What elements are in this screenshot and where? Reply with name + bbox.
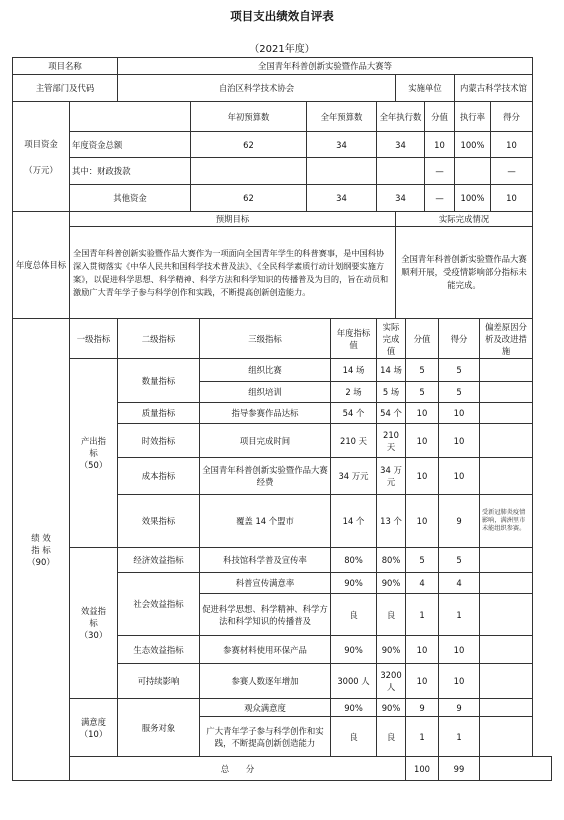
row9-reason: [480, 636, 533, 664]
funds-row-total-full: 34: [307, 132, 377, 158]
row5-reason: 受新冠肺炎疫情影响，满洲里市未能组织参赛。: [480, 495, 533, 548]
funds-label-line2: （万元）: [24, 164, 58, 175]
satisfaction-label-2: （10）: [79, 728, 108, 739]
l2-eco: 生态效益指标: [118, 636, 200, 664]
row10-target: 3000 人: [331, 664, 377, 699]
row0-got: 5: [439, 359, 480, 382]
row5-target: 14 个: [331, 495, 377, 548]
funds-row-total-score: 10: [425, 132, 455, 158]
col-level1: 一级指标: [70, 319, 118, 359]
row9-actual: 90%: [377, 636, 406, 664]
dept-label: 主管部门及代码: [13, 75, 118, 102]
row6-l3: 科技馆科学普及宣传率: [200, 548, 331, 573]
row7-target: 90%: [331, 573, 377, 594]
benefit-label-2: 标: [89, 618, 98, 628]
funds-row-fiscal-rate: [455, 158, 491, 185]
funds-row-total-exec: 34: [377, 132, 425, 158]
l2-social: 社会效益指标: [118, 573, 200, 636]
row10-reason: [480, 664, 533, 699]
col-ind-score: 分值: [406, 319, 439, 359]
col-level2: 二级指标: [118, 319, 200, 359]
row0-l3: 组织比赛: [200, 359, 331, 382]
output-label-3: （50）: [79, 460, 108, 470]
row5-l3: 覆盖 14 个盟市: [200, 495, 331, 548]
col-full-budget: 全年预算数: [307, 102, 377, 132]
row6-score: 5: [406, 548, 439, 573]
funds-row-fiscal-got: —: [491, 158, 533, 185]
l2-economic: 经济效益指标: [118, 548, 200, 573]
row0-actual: 14 场: [377, 359, 406, 382]
perf-label-3: （90）: [27, 556, 55, 567]
col-actual: 实际完成值: [377, 319, 406, 359]
row3-reason: [480, 424, 533, 458]
row11-got: 9: [439, 699, 480, 717]
row7-l3: 科普宣传满意率: [200, 573, 331, 594]
row10-got: 10: [439, 664, 480, 699]
row10-score: 10: [406, 664, 439, 699]
funds-row-other-exec: 34: [377, 185, 425, 212]
expected-goal-header: 预期目标: [70, 212, 396, 227]
col-target: 年度指标值: [331, 319, 377, 359]
expected-goal-text: 全国青年科普创新实验暨作品大赛作为一项面向全国青年学生的科普赛事，是中国科协深入贯彻落实《中华人民共和国科学技术普及法》、《全民科学素质行动计划纲要实施方案》，以促进科学思想、科学精神、科学方法和科学知识的传播普及为目的，旨在动员和激励广大青年学子参与科学创作和实践，不断提高创新创造能力。: [70, 227, 396, 319]
annual-goal-label: 年度总体目标: [13, 212, 70, 319]
funds-row-other-name: 其他资金: [70, 185, 191, 212]
col-ind-got: 得分: [439, 319, 480, 359]
row7-actual: 90%: [377, 573, 406, 594]
row3-actual: 210 天: [377, 424, 406, 458]
row5-got: 9: [439, 495, 480, 548]
row9-got: 10: [439, 636, 480, 664]
project-name-value: 全国青年科普创新实验暨作品大赛等: [118, 58, 533, 75]
funds-row-fiscal-initial: [191, 158, 307, 185]
row12-reason: [480, 717, 533, 757]
row4-actual: 34 万元: [377, 458, 406, 495]
row7-score: 4: [406, 573, 439, 594]
output-label-1: 产出指: [80, 436, 107, 446]
row8-l3: 促进科学思想、科学精神、科学方法和科学知识的传播普及: [200, 594, 331, 636]
funds-row-other-full: 34: [307, 185, 377, 212]
col-exec: 全年执行数: [377, 102, 425, 132]
l2-service: 服务对象: [118, 699, 200, 757]
col-level3: 三级指标: [200, 319, 331, 359]
total-label: 总 分: [70, 757, 406, 781]
row7-got: 4: [439, 573, 480, 594]
total-reason-blank: [480, 757, 552, 781]
funds-row-other-score: —: [425, 185, 455, 212]
row2-reason: [480, 403, 533, 424]
col-rate: 执行率: [455, 102, 491, 132]
actual-completion-header: 实际完成情况: [396, 212, 533, 227]
row4-target: 34 万元: [331, 458, 377, 495]
dept-value: 自治区科学技术协会: [118, 75, 396, 102]
row9-target: 90%: [331, 636, 377, 664]
funds-row-other-got: 10: [491, 185, 533, 212]
row4-l3: 全国青年科普创新实验暨作品大赛经费: [200, 458, 331, 495]
benefit-indicators-label: [70, 548, 118, 699]
row5-actual: 13 个: [377, 495, 406, 548]
row3-l3: 项目完成时间: [200, 424, 331, 458]
funds-row-total-rate: 100%: [455, 132, 491, 158]
col-got: 得分: [491, 102, 533, 132]
row11-reason: [480, 699, 533, 717]
row6-actual: 80%: [377, 548, 406, 573]
funds-label-line1: 项目资金: [24, 138, 58, 149]
benefit-label-1: 效益指: [80, 606, 107, 616]
row0-score: 5: [406, 359, 439, 382]
funds-row-fiscal-full: [307, 158, 377, 185]
funds-row-fiscal-score: —: [425, 158, 455, 185]
row11-l3: 观众满意度: [200, 699, 331, 717]
funds-blank-header: [70, 102, 191, 132]
row11-score: 9: [406, 699, 439, 717]
performance-indicators-label: [13, 319, 70, 781]
row6-target: 80%: [331, 548, 377, 573]
row0-target: 14 场: [331, 359, 377, 382]
project-name-label: 项目名称: [13, 58, 118, 75]
row1-l3: 组织培训: [200, 382, 331, 403]
row11-actual: 90%: [377, 699, 406, 717]
row11-target: 90%: [331, 699, 377, 717]
l2-cost: 成本指标: [118, 458, 200, 495]
row8-got: 1: [439, 594, 480, 636]
row12-actual: 良: [377, 717, 406, 757]
row4-got: 10: [439, 458, 480, 495]
benefit-label-3: （30）: [79, 630, 108, 640]
row12-score: 1: [406, 717, 439, 757]
funds-row-fiscal-name: 其中：财政拨款: [70, 158, 191, 185]
l2-timeliness: 时效指标: [118, 424, 200, 458]
output-indicators-label: [70, 359, 118, 548]
row1-reason: [480, 382, 533, 403]
row2-score: 10: [406, 403, 439, 424]
row8-reason: [480, 594, 533, 636]
funds-row-total-name: 年度资金总额: [70, 132, 191, 158]
row1-got: 5: [439, 382, 480, 403]
impl-label: 实施单位: [396, 75, 455, 102]
output-label-2: 标: [89, 448, 98, 458]
l2-effect: 效果指标: [118, 495, 200, 548]
row3-target: 210 天: [331, 424, 377, 458]
row1-score: 5: [406, 382, 439, 403]
perf-label-1: 绩 效: [31, 532, 51, 543]
row6-reason: [480, 548, 533, 573]
funds-row-fiscal-exec: [377, 158, 425, 185]
l2-quantity: 数量指标: [118, 359, 200, 403]
row8-actual: 良: [377, 594, 406, 636]
self-evaluation-table: [12, 57, 552, 781]
row2-target: 54 个: [331, 403, 377, 424]
row8-score: 1: [406, 594, 439, 636]
satisfaction-label-1: 满意度: [80, 716, 107, 727]
row4-reason: [480, 458, 533, 495]
row0-reason: [480, 359, 533, 382]
row12-target: 良: [331, 717, 377, 757]
row3-got: 10: [439, 424, 480, 458]
row6-got: 5: [439, 548, 480, 573]
row10-actual: 3200 人: [377, 664, 406, 699]
funds-row-total-initial: 62: [191, 132, 307, 158]
form-title: 项目支出绩效自评表: [230, 9, 334, 23]
funds-label: [13, 102, 70, 212]
total-score: 100: [406, 757, 439, 781]
l2-sustain: 可持续影响: [118, 664, 200, 699]
row2-got: 10: [439, 403, 480, 424]
row10-l3: 参赛人数逐年增加: [200, 664, 331, 699]
impl-value: 内蒙古科学技术馆: [455, 75, 533, 102]
row12-got: 1: [439, 717, 480, 757]
row9-l3: 参赛材料使用环保产品: [200, 636, 331, 664]
total-got: 99: [439, 757, 480, 781]
satisfaction-indicators-label: [70, 699, 118, 757]
row5-score: 10: [406, 495, 439, 548]
row3-score: 10: [406, 424, 439, 458]
row12-l3: 广大青年学子参与科学创作和实践，不断提高创新创造能力: [200, 717, 331, 757]
funds-row-other-rate: 100%: [455, 185, 491, 212]
row8-target: 良: [331, 594, 377, 636]
row7-reason: [480, 573, 533, 594]
funds-row-other-initial: 62: [191, 185, 307, 212]
col-initial-budget: 年初预算数: [191, 102, 307, 132]
col-score: 分值: [425, 102, 455, 132]
row2-l3: 指导参赛作品达标: [200, 403, 331, 424]
row4-score: 10: [406, 458, 439, 495]
row2-actual: 54 个: [377, 403, 406, 424]
row9-score: 10: [406, 636, 439, 664]
l2-quality: 质量指标: [118, 403, 200, 424]
row1-actual: 5 场: [377, 382, 406, 403]
col-reason: 偏差原因分析及改进措施: [480, 319, 533, 359]
actual-completion-text: 全国青年科普创新实验暨作品大赛顺利开展，受疫情影响部分指标未能完成。: [396, 227, 533, 319]
form-year: （2021年度）: [249, 44, 315, 55]
perf-label-2: 指 标: [31, 544, 51, 555]
row1-target: 2 场: [331, 382, 377, 403]
funds-row-total-got: 10: [491, 132, 533, 158]
